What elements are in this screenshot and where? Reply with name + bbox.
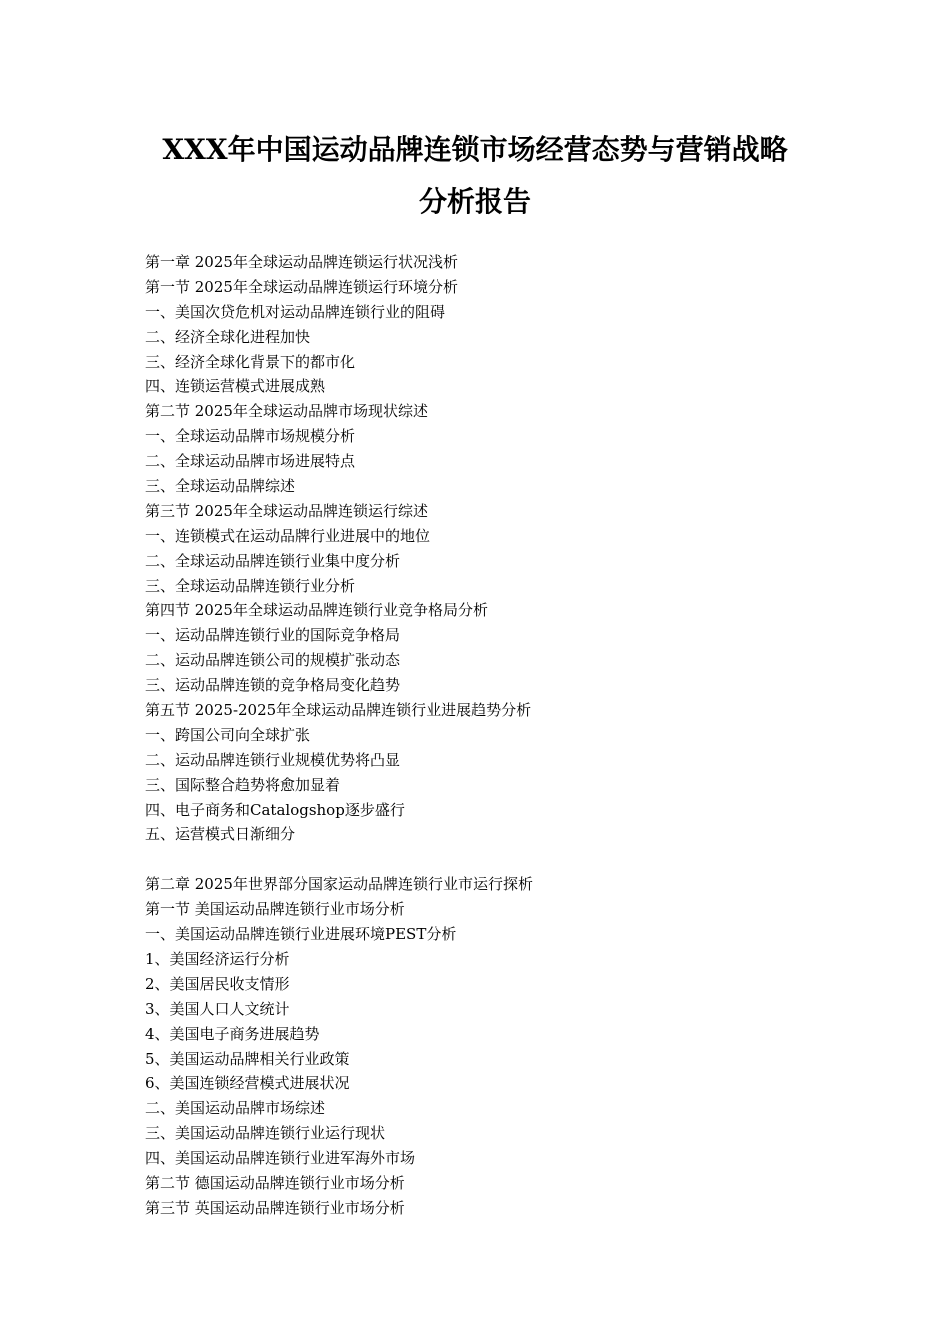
toc-item: 一、连锁模式在运动品牌行业进展中的地位 xyxy=(145,526,431,545)
table-of-contents xyxy=(145,250,845,1221)
toc-item: 4、美国电子商务进展趋势 xyxy=(145,1024,320,1043)
toc-item: 第五节 2025-2025年全球运动品牌连锁行业进展趋势分析 xyxy=(145,701,532,720)
toc-item: 3、美国人口人文统计 xyxy=(145,999,290,1018)
toc-item: 四、连锁运营模式进展成熟 xyxy=(145,377,326,396)
toc-item: 第三节 英国运动品牌连锁行业市场分析 xyxy=(145,1198,405,1217)
toc-item: 四、电子商务和Catalogshop逐步盛行 xyxy=(145,800,405,819)
report-title-line-2: 分析报告 xyxy=(418,185,531,218)
toc-item: 三、美国运动品牌连锁行业运行现状 xyxy=(145,1124,386,1143)
toc-item: 一、美国次贷危机对运动品牌连锁行业的阻碍 xyxy=(145,302,446,321)
toc-item: 三、全球运动品牌综述 xyxy=(145,477,296,496)
toc-item: 三、全球运动品牌连锁行业分析 xyxy=(145,576,356,595)
toc-item: 三、国际整合趋势将愈加显着 xyxy=(145,775,341,794)
toc-item: 二、美国运动品牌市场综述 xyxy=(145,1099,326,1118)
toc-item: 1、美国经济运行分析 xyxy=(145,949,290,968)
toc-item: 五、运营模式日渐细分 xyxy=(145,825,296,844)
toc-item: 二、全球运动品牌连锁行业集中度分析 xyxy=(145,551,401,570)
toc-item: 6、美国连锁经营模式进展状况 xyxy=(145,1074,350,1093)
toc-item: 第三节 2025年全球运动品牌连锁运行综述 xyxy=(145,501,428,520)
toc-item: 第一节 美国运动品牌连锁行业市场分析 xyxy=(145,900,405,919)
report-title-line-1: XXX年中国运动品牌连锁市场经营态势与营销战略 xyxy=(162,133,788,166)
toc-item: 2、美国居民收支情形 xyxy=(145,974,290,993)
toc-blank-line xyxy=(145,847,845,872)
toc-item: 第一节 2025年全球运动品牌连锁运行环境分析 xyxy=(145,277,458,296)
toc-item: 第二节 2025年全球运动品牌市场现状综述 xyxy=(145,402,428,421)
toc-item: 5、美国运动品牌相关行业政策 xyxy=(145,1049,350,1068)
toc-item: 三、经济全球化背景下的都市化 xyxy=(145,352,356,371)
toc-item: 二、全球运动品牌市场进展特点 xyxy=(145,452,356,471)
toc-item: 一、运动品牌连锁行业的国际竞争格局 xyxy=(145,626,401,645)
toc-item: 第二节 德国运动品牌连锁行业市场分析 xyxy=(145,1173,405,1192)
toc-item: 一、跨国公司向全球扩张 xyxy=(145,725,311,744)
toc-item: 一、全球运动品牌市场规模分析 xyxy=(145,427,356,446)
toc-item: 二、运动品牌连锁行业规模优势将凸显 xyxy=(145,750,401,769)
toc-item: 二、经济全球化进程加快 xyxy=(145,327,311,346)
toc-item: 第一章 2025年全球运动品牌连锁运行状况浅析 xyxy=(145,253,458,271)
toc-item: 第四节 2025年全球运动品牌连锁行业竞争格局分析 xyxy=(145,601,488,620)
toc-item: 三、运动品牌连锁的竞争格局变化趋势 xyxy=(145,676,401,695)
toc-item: 第二章 2025年世界部分国家运动品牌连锁行业市运行探析 xyxy=(145,875,533,894)
toc-item: 一、美国运动品牌连锁行业进展环境PEST分析 xyxy=(145,925,457,944)
toc-item: 二、运动品牌连锁公司的规模扩张动态 xyxy=(145,651,401,670)
toc-item: 四、美国运动品牌连锁行业进军海外市场 xyxy=(145,1149,416,1168)
